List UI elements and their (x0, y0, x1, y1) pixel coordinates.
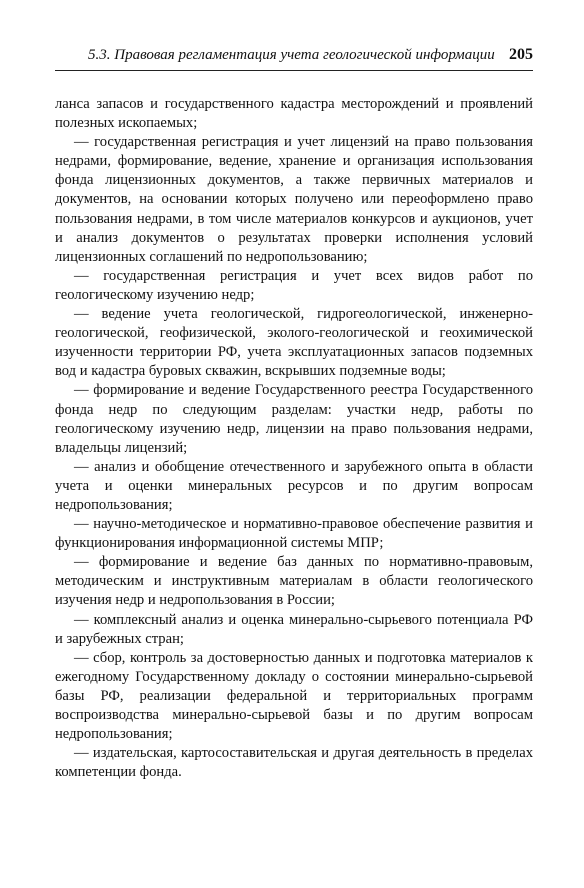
list-item: — формирование и ведение Государственного реестра Государственного фонда недр по следующим разделам: участки недр, работы по геологическому изучению недр, лицензии на право пользования недрами, владельцы лицензий; (55, 382, 533, 456)
header-rule (55, 70, 533, 71)
list-item: — ведение учета геологической, гидрогеологической, инженерно-геологической, геофизической, эколого-геологической и геохимической изученности территории РФ, учета эксплуатационных запасов подземных вод и кадастра буровых скважин, вскрывших подземные воды; (55, 306, 533, 380)
list-item: — научно-методическое и нормативно-правовое обеспечение развития и функционирования информационной системы МПР; (55, 516, 533, 552)
list-item: — государственная регистрация и учет лицензий на право пользования недрами, формирование, ведение, хранение и организация использования фонда лицензионных документов, а также первичных материалов и документов, на основании которых получено или переоформлено право пользования недрами, в том числе материалов конкурсов и аукционов, учет и анализ документов о результатах проверки исполнения условий лицензионных соглашений по недропользованию; (55, 134, 533, 265)
body-text (55, 95, 533, 782)
paragraph-continuation: ланса запасов и государственного кадастра месторождений и проявлений полезных ископаемых; (55, 96, 533, 132)
list-item: — издательская, картосоставительская и другая деятельность в пределах компетенции фонда. (55, 745, 533, 781)
list-item: — формирование и ведение баз данных по нормативно-правовым, методическим и инструктивным материалам в области геологического изучения недр и недропользования в России; (55, 554, 533, 609)
list-item: — анализ и обобщение отечественного и зарубежного опыта в области учета и оценки минеральных ресурсов и по другим вопросам недропользования; (55, 458, 533, 513)
page-number: 205 (509, 46, 533, 63)
list-item: — комплексный анализ и оценка минерально-сырьевого потенциала РФ и зарубежных стран; (55, 611, 533, 647)
list-item: — государственная регистрация и учет всех видов работ по геологическому изучению недр; (55, 267, 533, 303)
list-item: — сбор, контроль за достоверностью данных и подготовка материалов к ежегодному Государственному докладу о состоянии минерально-сырьевой базы РФ, реализации федеральной и территориальных программ воспроизводства минерально-сырьевой базы и по другим вопросам недропользования; (55, 649, 533, 743)
running-title: 5.3. Правовая регламентация учета геологической информации (88, 47, 495, 63)
